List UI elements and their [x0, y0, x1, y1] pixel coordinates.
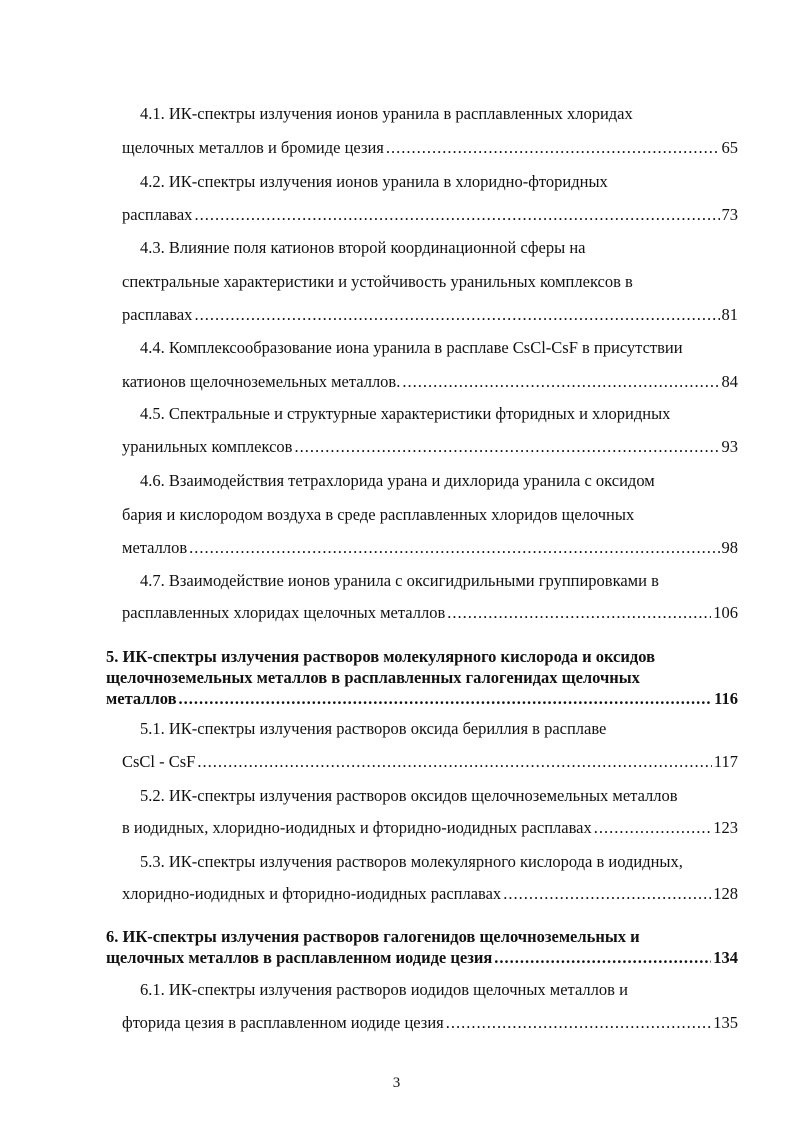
toc-entry-text: уранильных комплексов	[122, 437, 293, 456]
toc-entry-4-6-last[interactable]	[122, 538, 738, 558]
toc-entry-4-6-line2: бария и кислородом воздуха в среде расплавленных хлоридов щелочных	[122, 505, 635, 524]
toc-page-number: 134	[713, 948, 738, 967]
toc-entry-text: хлоридно-иодидных и фторидно-иодидных расплавах	[122, 884, 502, 903]
dot-leader	[179, 689, 713, 709]
toc-entry-text: расплавах	[122, 205, 193, 224]
toc-entry-4-7-last[interactable]	[122, 603, 738, 623]
toc-entry-4-4-last[interactable]	[122, 372, 738, 392]
page-number: 3	[392, 1075, 401, 1091]
dot-leader	[594, 818, 712, 838]
toc-entry-text: фторида цезия в расплавленном иодиде цезия	[122, 1013, 444, 1032]
dot-leader	[503, 884, 711, 904]
toc-entry-4-3-last[interactable]	[122, 305, 738, 325]
toc-entry-text: расплавах	[122, 305, 193, 324]
toc-chapter-5-last[interactable]	[106, 689, 738, 709]
toc-entry-text: щелочных металлов и бромиде цезия	[122, 138, 384, 157]
dot-leader	[402, 372, 719, 392]
toc-entry-5-2-line1: 5.2. ИК-спектры излучения растворов оксидов щелочноземельных металлов	[140, 786, 678, 805]
toc-entry-4-5-last[interactable]	[122, 437, 738, 457]
toc-chapter-6-last[interactable]	[106, 948, 738, 968]
dot-leader	[294, 437, 719, 457]
toc-chapter-6-line1: 6. ИК-спектры излучения растворов галогенидов щелочноземельных и	[106, 927, 640, 946]
toc-entry-text: CsCl - CsF	[122, 752, 196, 771]
toc-page-number: 73	[721, 205, 738, 224]
toc-page-number: 93	[721, 437, 738, 456]
toc-page-number: 117	[713, 752, 738, 771]
toc-page-number: 98	[721, 538, 738, 557]
toc-entry-text: расплавленных хлоридах щелочных металлов	[122, 603, 446, 622]
toc-entry-4-2-line1: 4.2. ИК-спектры излучения ионов уранила в хлоридно-фторидных	[140, 172, 608, 191]
dot-leader	[194, 205, 719, 225]
toc-entry-5-1-line1: 5.1. ИК-спектры излучения растворов оксида бериллия в расплаве	[140, 719, 607, 738]
toc-entry-4-4-line1: 4.4. Комплексообразование иона уранила в расплаве CsCl-CsF в присутствии	[140, 338, 683, 357]
toc-entry-4-7-line1: 4.7. Взаимодействие ионов уранила с оксигидрильными группировками в	[140, 571, 659, 590]
toc-entry-6-1-line1: 6.1. ИК-спектры излучения растворов иодидов щелочных металлов и	[140, 980, 628, 999]
toc-entry-4-5-line1: 4.5. Спектральные и структурные характеристики фторидных и хлоридных	[140, 404, 671, 423]
toc-entry-4-3-line1: 4.3. Влияние поля катионов второй координационной сферы на	[140, 238, 586, 257]
toc-entry-4-1-line1: 4.1. ИК-спектры излучения ионов уранила в расплавленных хлоридах	[140, 104, 633, 123]
toc-entry-text: металлов	[122, 538, 188, 557]
toc-page-number: 65	[721, 138, 738, 157]
toc-entry-5-2-last[interactable]	[122, 818, 738, 838]
dot-leader	[386, 138, 720, 158]
dot-leader	[189, 538, 719, 558]
toc-entry-4-6-line1: 4.6. Взаимодействия тетрахлорида урана и дихлорида уранила с оксидом	[140, 471, 655, 490]
dot-leader	[194, 305, 719, 325]
dot-leader	[494, 948, 711, 968]
toc-entry-5-3-last[interactable]	[122, 884, 738, 904]
toc-entry-4-1-last[interactable]	[122, 138, 738, 158]
dot-leader	[197, 752, 711, 772]
dot-leader	[447, 603, 711, 623]
toc-chapter-text: щелочных металлов в расплавленном иодиде цезия	[106, 948, 493, 967]
toc-entry-4-2-last[interactable]	[122, 205, 738, 225]
toc-page-number: 81	[721, 305, 738, 324]
toc-page-number: 116	[714, 689, 738, 708]
dot-leader	[446, 1013, 712, 1033]
toc-page-number: 135	[713, 1013, 738, 1032]
toc-chapter-text: металлов	[106, 689, 177, 708]
toc-entry-5-3-line1: 5.3. ИК-спектры излучения растворов молекулярного кислорода в иодидных,	[140, 852, 683, 871]
toc-page-number: 84	[721, 372, 738, 391]
toc-chapter-5-line1: 5. ИК-спектры излучения растворов молекулярного кислорода и оксидов	[106, 647, 655, 666]
toc-chapter-5-line2: щелочноземельных металлов в расплавленных галогенидах щелочных	[106, 668, 640, 687]
toc-entry-6-1-last[interactable]	[122, 1013, 738, 1033]
toc-entry-text: в иодидных, хлоридно-иодидных и фторидно-иодидных расплавах	[122, 818, 592, 837]
toc-page-number: 123	[713, 818, 738, 837]
toc-entry-4-3-line2: спектральные характеристики и устойчивость уранильных комплексов в	[122, 272, 633, 291]
toc-entry-5-1-last[interactable]	[122, 752, 738, 772]
toc-entry-text: катионов щелочноземельных металлов.	[122, 372, 401, 391]
toc-page-number: 106	[713, 603, 738, 622]
toc-page-number: 128	[713, 884, 738, 903]
